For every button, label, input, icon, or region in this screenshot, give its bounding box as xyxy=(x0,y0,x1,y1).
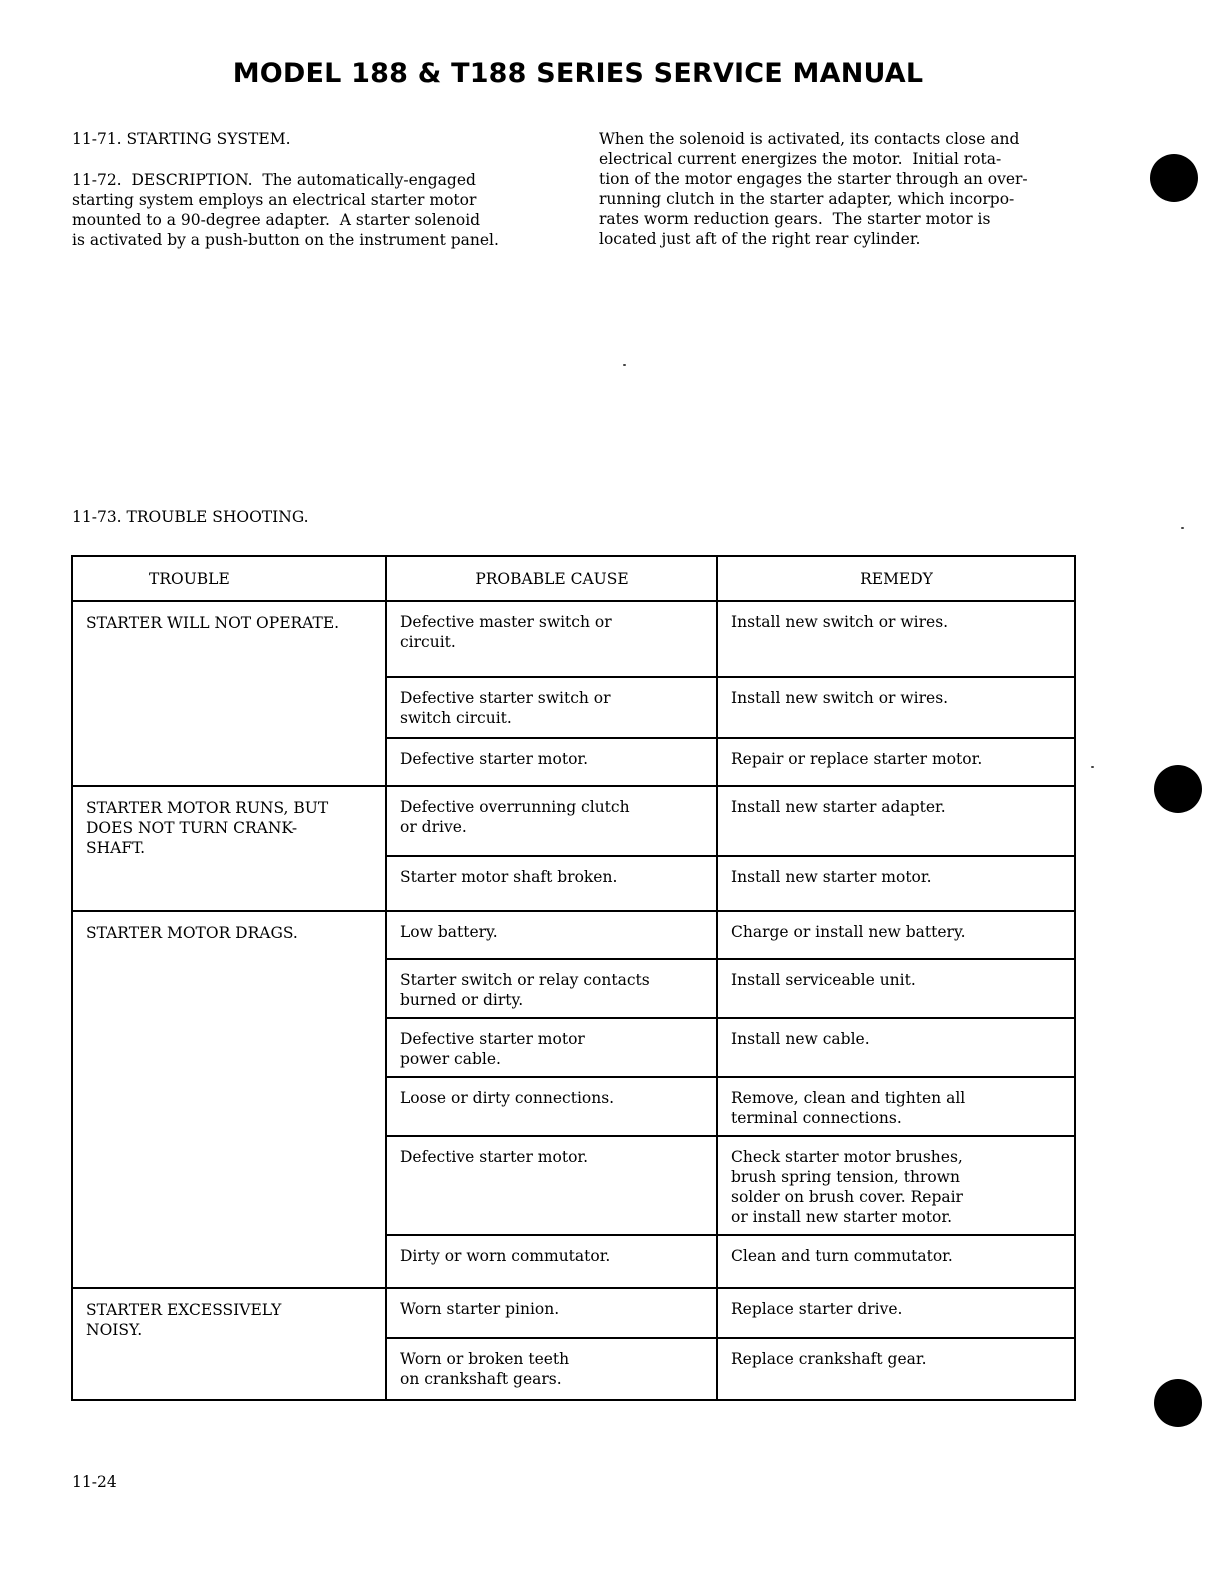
table-row xyxy=(72,1288,1075,1338)
binder-hole-bottom xyxy=(1154,1379,1202,1427)
probable-cause-cell: Loose or dirty connections. xyxy=(386,1077,717,1136)
table-row xyxy=(72,911,1075,959)
section-73-heading: 11-73. TROUBLE SHOOTING. xyxy=(72,508,309,526)
remedy-cell: Install new starter adapter. xyxy=(717,786,1075,856)
section-71-heading: 11-71. STARTING SYSTEM. xyxy=(72,130,291,148)
trouble-cell: STARTER EXCESSIVELY NOISY. xyxy=(72,1288,386,1400)
remedy-cell: Charge or install new battery. xyxy=(717,911,1075,959)
text-line: When the solenoid is activated, its contacts close and xyxy=(599,130,1020,148)
header-probable-cause: PROBABLE CAUSE xyxy=(386,556,717,601)
scan-speck xyxy=(1091,766,1094,768)
description-continuation xyxy=(599,129,1089,249)
section-72-paragraph xyxy=(72,170,562,250)
right-column xyxy=(599,129,1089,249)
text-line: electrical current energizes the motor. Initial rota- xyxy=(599,150,1002,168)
probable-cause-cell: Defective starter motor. xyxy=(386,738,717,786)
remedy-cell: Clean and turn commutator. xyxy=(717,1235,1075,1288)
probable-cause-cell: Defective starter motor. xyxy=(386,1136,717,1235)
text-line: is activated by a push-button on the instrument panel. xyxy=(72,231,499,249)
text-line: starting system employs an electrical starter motor xyxy=(72,191,477,209)
text-line: mounted to a 90-degree adapter. A starter solenoid xyxy=(72,211,481,229)
scan-speck xyxy=(623,364,626,366)
trouble-cell: STARTER MOTOR RUNS, BUT DOES NOT TURN CRANK- SHAFT. xyxy=(72,786,386,911)
probable-cause-cell: Worn or broken teeth on crankshaft gears. xyxy=(386,1338,717,1400)
text-line: tion of the motor engages the starter through an over- xyxy=(599,170,1028,188)
probable-cause-cell: Starter switch or relay contacts burned or dirty. xyxy=(386,959,717,1018)
probable-cause-cell: Defective starter motor power cable. xyxy=(386,1018,717,1077)
remedy-cell: Repair or replace starter motor. xyxy=(717,738,1075,786)
probable-cause-cell: Starter motor shaft broken. xyxy=(386,856,717,911)
remedy-cell: Install new cable. xyxy=(717,1018,1075,1077)
probable-cause-cell: Worn starter pinion. xyxy=(386,1288,717,1338)
scan-speck xyxy=(1181,527,1184,529)
page-number: 11-24 xyxy=(72,1473,117,1491)
remedy-cell: Check starter motor brushes, brush spring tension, thrown solder on brush cover. Repair or install new starter motor. xyxy=(717,1136,1075,1235)
header-remedy: REMEDY xyxy=(717,556,1075,601)
remedy-cell: Install serviceable unit. xyxy=(717,959,1075,1018)
trouble-cell: STARTER WILL NOT OPERATE. xyxy=(72,601,386,786)
page-title: MODEL 188 & T188 SERIES SERVICE MANUAL xyxy=(232,58,924,89)
remedy-cell: Replace crankshaft gear. xyxy=(717,1338,1075,1400)
binder-hole-top xyxy=(1150,154,1198,202)
text-line: located just aft of the right rear cylinder. xyxy=(599,230,921,248)
text-line: rates worm reduction gears. The starter motor is xyxy=(599,210,991,228)
remedy-cell: Remove, clean and tighten all terminal connections. xyxy=(717,1077,1075,1136)
binder-hole-middle xyxy=(1154,765,1202,813)
trouble-shooting-table xyxy=(71,555,1076,1401)
probable-cause-cell: Dirty or worn commutator. xyxy=(386,1235,717,1288)
remedy-cell: Install new switch or wires. xyxy=(717,677,1075,738)
remedy-cell: Replace starter drive. xyxy=(717,1288,1075,1338)
table-row xyxy=(72,601,1075,677)
probable-cause-cell: Defective starter switch or switch circuit. xyxy=(386,677,717,738)
text-line: 11-72. DESCRIPTION. The automatically-engaged xyxy=(72,171,476,189)
probable-cause-cell: Defective master switch or circuit. xyxy=(386,601,717,677)
table-row xyxy=(72,786,1075,856)
left-column xyxy=(72,129,562,250)
header-trouble: TROUBLE xyxy=(72,556,386,601)
probable-cause-cell: Low battery. xyxy=(386,911,717,959)
remedy-cell: Install new switch or wires. xyxy=(717,601,1075,677)
remedy-cell: Install new starter motor. xyxy=(717,856,1075,911)
probable-cause-cell: Defective overrunning clutch or drive. xyxy=(386,786,717,856)
table-header-row xyxy=(72,556,1075,601)
trouble-cell: STARTER MOTOR DRAGS. xyxy=(72,911,386,1288)
text-line: running clutch in the starter adapter, which incorpo- xyxy=(599,190,1015,208)
